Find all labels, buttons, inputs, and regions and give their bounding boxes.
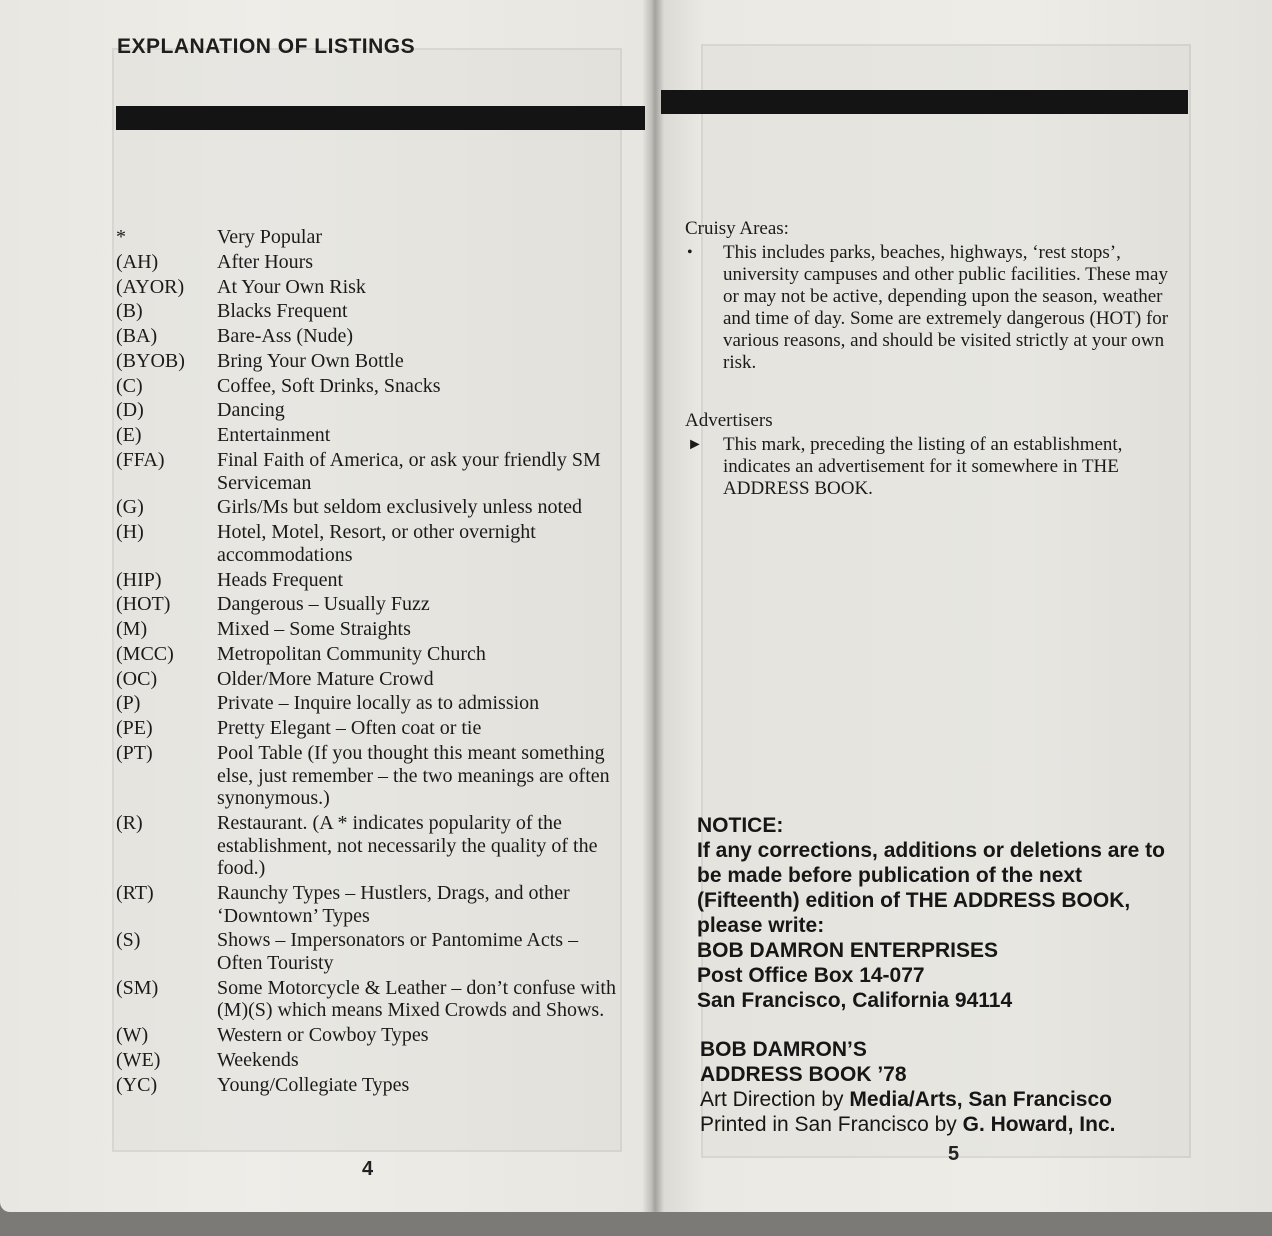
cruisy-areas-item (685, 242, 1185, 374)
legend-description: Restaurant. (A * indicates popularity of the establishment, not necessarily the quality of the food.) (217, 812, 598, 880)
legend-code: (P) (116, 692, 141, 715)
legend-row (116, 812, 626, 880)
notice-address-line: BOB DAMRON ENTERPRISES (697, 939, 999, 962)
bullet-icon: • (687, 244, 693, 261)
legend-code: (E) (116, 424, 142, 447)
advertisers-heading: Advertisers (685, 410, 773, 431)
legend-description: After Hours (217, 250, 314, 273)
legend-code: (H) (116, 521, 144, 544)
legend-description: Blacks Frequent (217, 300, 348, 323)
legend-row (116, 424, 626, 447)
legend-row (116, 325, 626, 348)
book-gutter (642, 0, 664, 1212)
legend-description: Some Motorcycle & Leather – don’t confuse with (M)(S) which means Mixed Crowds and Shows. (217, 976, 616, 1022)
notice-body: If any corrections, additions or deletions are to be made before publication of the next (Fifteenth) edition of THE ADDRESS BOOK, please write: (697, 839, 1165, 937)
art-direction-prefix: Art Direction by (700, 1088, 850, 1111)
legend-description: Private – Inquire locally as to admission (217, 692, 540, 715)
legend-row (116, 692, 626, 715)
legend-code: (R) (116, 812, 143, 834)
legend-row (116, 977, 626, 1022)
notice-address-line: Post Office Box 14-077 (697, 964, 925, 987)
book-title-line: BOB DAMRON’S (700, 1038, 867, 1061)
legend-code: * (116, 226, 126, 248)
advertisers-item (685, 434, 1185, 500)
legend-code: (PT) (116, 742, 153, 765)
legend-description: Shows – Impersonators or Pantomime Acts – Often Touristy (217, 929, 579, 974)
legend-row (116, 882, 626, 927)
printer-line (700, 1112, 1200, 1137)
legend-code: (HOT) (116, 593, 171, 616)
notice-heading: NOTICE: (697, 814, 784, 837)
advertisers-text: This mark, preceding the listing of an establishment, indicates an advertisement for it somewhere in THE ADDRESS BOOK. (723, 434, 1123, 499)
legend-description: At Your Own Risk (217, 275, 366, 298)
legend-code: (BYOB) (116, 349, 185, 372)
legend-row (116, 593, 626, 616)
legend-description: Pool Table (If you thought this meant something else, just remember – the two meanings are often synonymous.) (217, 742, 610, 810)
legend-row (116, 300, 626, 323)
legend-list (116, 226, 626, 1098)
legend-row (116, 251, 626, 274)
legend-row (116, 276, 626, 299)
printer-prefix: Printed in San Francisco by (700, 1113, 963, 1136)
legend-code: (HIP) (116, 568, 162, 591)
legend-row (116, 742, 626, 810)
legend-description: Dancing (217, 399, 285, 422)
legend-description: Bare-Ass (Nude) (217, 325, 354, 348)
legend-row (116, 569, 626, 592)
page-number-left: 4 (362, 1158, 374, 1180)
legend-description: Metropolitan Community Church (217, 642, 486, 665)
legend-description: Hotel, Motel, Resort, or other overnight accommodations (217, 521, 536, 566)
legend-row (116, 618, 626, 641)
legend-row (116, 1074, 626, 1097)
art-direction-line (700, 1087, 1200, 1112)
legend-code: (BA) (116, 325, 158, 348)
legend-code: (SM) (116, 976, 159, 999)
legend-description: Western or Cowboy Types (217, 1024, 429, 1047)
legend-description: Bring Your Own Bottle (217, 349, 404, 372)
legend-description: Older/More Mature Crowd (217, 667, 434, 690)
legend-description: Pretty Elegant – Often coat or tie (217, 717, 482, 740)
page-number-right: 5 (948, 1143, 960, 1165)
legend-code: (YC) (116, 1073, 158, 1096)
legend-code: (W) (116, 1024, 149, 1047)
legend-row (116, 496, 626, 519)
book-title-line: ADDRESS BOOK ’78 (700, 1063, 907, 1086)
title-rule-bar (116, 106, 645, 130)
credits-block (700, 1037, 1200, 1137)
legend-row (116, 521, 626, 566)
legend-code: (FFA) (116, 449, 165, 472)
legend-code: (MCC) (116, 642, 174, 665)
legend-code: (C) (116, 374, 143, 397)
legend-row (116, 350, 626, 373)
legend-code: (M) (116, 618, 148, 641)
legend-code: (AH) (116, 250, 159, 273)
right-page (655, 0, 1272, 1212)
legend-code: (OC) (116, 667, 158, 690)
legend-row (116, 1049, 626, 1072)
legend-description: Dangerous – Usually Fuzz (217, 593, 430, 616)
printer-name: G. Howard, Inc. (962, 1113, 1116, 1136)
legend-description: Heads Frequent (217, 568, 344, 591)
legend-description: Weekends (217, 1048, 299, 1071)
legend-row (116, 717, 626, 740)
legend-description: Raunchy Types – Hustlers, Drags, and other ‘Downtown’ Types (217, 881, 570, 927)
page-title: EXPLANATION OF LISTINGS (117, 35, 416, 58)
notice-block (697, 813, 1187, 1013)
legend-code: (RT) (116, 881, 154, 904)
legend-code: (B) (116, 300, 143, 323)
legend-row (116, 449, 626, 494)
legend-row (116, 668, 626, 691)
legend-row (116, 226, 626, 249)
triangle-pointer-icon: ► (687, 436, 703, 453)
legend-description: Mixed – Some Straights (217, 618, 411, 641)
legend-description: Girls/Ms but seldom exclusively unless noted (217, 496, 582, 519)
legend-row (116, 643, 626, 666)
legend-code: (AYOR) (116, 275, 185, 298)
top-rule-bar (661, 90, 1188, 114)
legend-row (116, 1024, 626, 1047)
cruisy-areas-text: This includes parks, beaches, highways, ‘rest stops’, university campuses and other public facilities. These may or may not be active, depending upon the season, weather and time of day. Some are extremely dangerous (HOT) for various reasons, and should be visited strictly at your own risk. (723, 242, 1169, 373)
legend-description: Young/Collegiate Types (217, 1073, 410, 1096)
legend-code: (WE) (116, 1048, 161, 1071)
legend-row (116, 929, 626, 974)
advertisers-section (685, 410, 1185, 500)
cruisy-areas-section (685, 218, 1185, 374)
art-direction-name: Media/Arts, San Francisco (849, 1088, 1112, 1111)
legend-code: (G) (116, 496, 144, 519)
legend-code: (S) (116, 929, 141, 952)
legend-row (116, 375, 626, 398)
legend-code: (D) (116, 399, 144, 422)
cruisy-areas-heading: Cruisy Areas: (685, 218, 789, 239)
legend-description: Entertainment (217, 424, 331, 447)
legend-row (116, 399, 626, 422)
legend-description: Very Popular (217, 226, 322, 248)
legend-description: Coffee, Soft Drinks, Snacks (217, 374, 441, 397)
legend-code: (PE) (116, 717, 153, 740)
legend-description: Final Faith of America, or ask your friendly SM Serviceman (217, 449, 601, 494)
notice-address-line: San Francisco, California 94114 (697, 989, 1013, 1012)
